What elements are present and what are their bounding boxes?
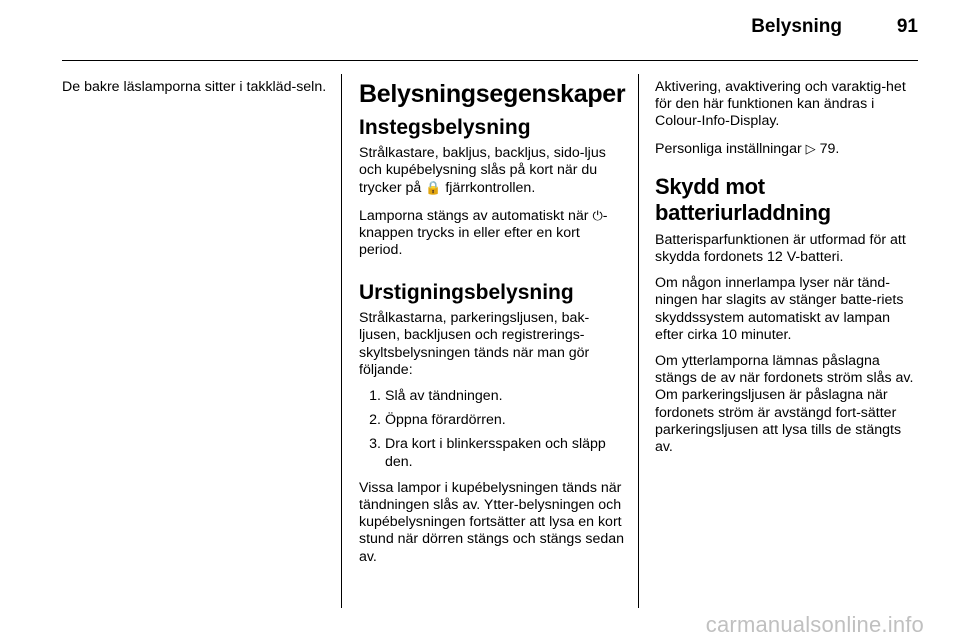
paragraph: Aktivering, avaktivering och varaktig-het för den här funktionen kan ändras i Colour-Info-Display. bbox=[655, 79, 906, 130]
column-middle bbox=[359, 79, 625, 575]
step-text: Dra kort i blinkersspaken och släpp den. bbox=[385, 436, 606, 470]
step-text: Slå av tändningen. bbox=[385, 388, 503, 405]
step-number: 3. bbox=[369, 436, 381, 453]
column-left bbox=[62, 79, 334, 105]
step-text: Öppna förardörren. bbox=[385, 412, 506, 429]
header-title: Belysning bbox=[751, 16, 842, 37]
paragraph: Om någon innerlampa lyser när tänd-ningen har slagits av stänger batte-riets skyddssystem automatiskt av lampan efter cirka 10 minuter. bbox=[655, 275, 904, 343]
subsection-heading: Instegsbelysning bbox=[359, 116, 531, 139]
step-number: 1. bbox=[369, 388, 381, 405]
header-rule bbox=[62, 60, 918, 61]
step-number: 2. bbox=[369, 412, 381, 429]
paragraph: Batterisparfunktionen är utformad för att skydda fordonets 12 V-batteri. bbox=[655, 231, 906, 266]
subsection-heading: Urstigningsbelysning bbox=[359, 281, 574, 305]
column-divider-left bbox=[341, 74, 342, 608]
paragraph: Lamporna stängs av automatiskt när ⏻-knappen trycks in eller efter en kort period. bbox=[359, 207, 608, 259]
paragraph: Personliga inställningar ▷ 79. bbox=[655, 140, 840, 157]
paragraph: Vissa lampor i kupébelysningen tänds när tändningen slås av. Ytter-belysningen och kupébelysningen fortsätter att lysa en kort stund när dörren stängs och stängs sedan av. bbox=[359, 479, 625, 565]
list-item bbox=[361, 388, 625, 405]
column-right bbox=[655, 79, 921, 465]
paragraph: Strålkastare, bakljus, backljus, sido-ljus och kupébelysning slås på kort när du trycker på 🔒 fjärrkontrollen. bbox=[359, 145, 606, 197]
column-divider-right bbox=[638, 74, 639, 608]
list-item bbox=[361, 412, 625, 429]
page-reference-icon: ▷ bbox=[805, 140, 816, 156]
list-item bbox=[361, 436, 625, 470]
section-title: Skydd mot batteriurladdning bbox=[655, 173, 831, 225]
power-icon: ⏻ bbox=[592, 207, 603, 223]
watermark: carmanualsonline.info bbox=[705, 612, 924, 637]
page-number: 91 bbox=[896, 16, 918, 37]
paragraph: Om ytterlamporna lämnas påslagna stängs de av när fordonets ström slås av. Om parkeringsljusen är påslagna när fordonets ström är avstängd fort-sätter parkeringsljusen att lysa tills de stängts av. bbox=[655, 353, 914, 456]
paragraph: De bakre läslamporna sitter i takkläd-seln. bbox=[62, 79, 327, 95]
section-title: Belysningsegenskaper bbox=[359, 80, 626, 108]
lock-icon: 🔒 bbox=[425, 180, 442, 196]
step-list bbox=[359, 388, 625, 471]
paragraph: Strålkastarna, parkeringsljusen, bak-ljusen, backljusen och registrerings-skyltsbelysningen tänds när man gör följande: bbox=[359, 310, 590, 378]
